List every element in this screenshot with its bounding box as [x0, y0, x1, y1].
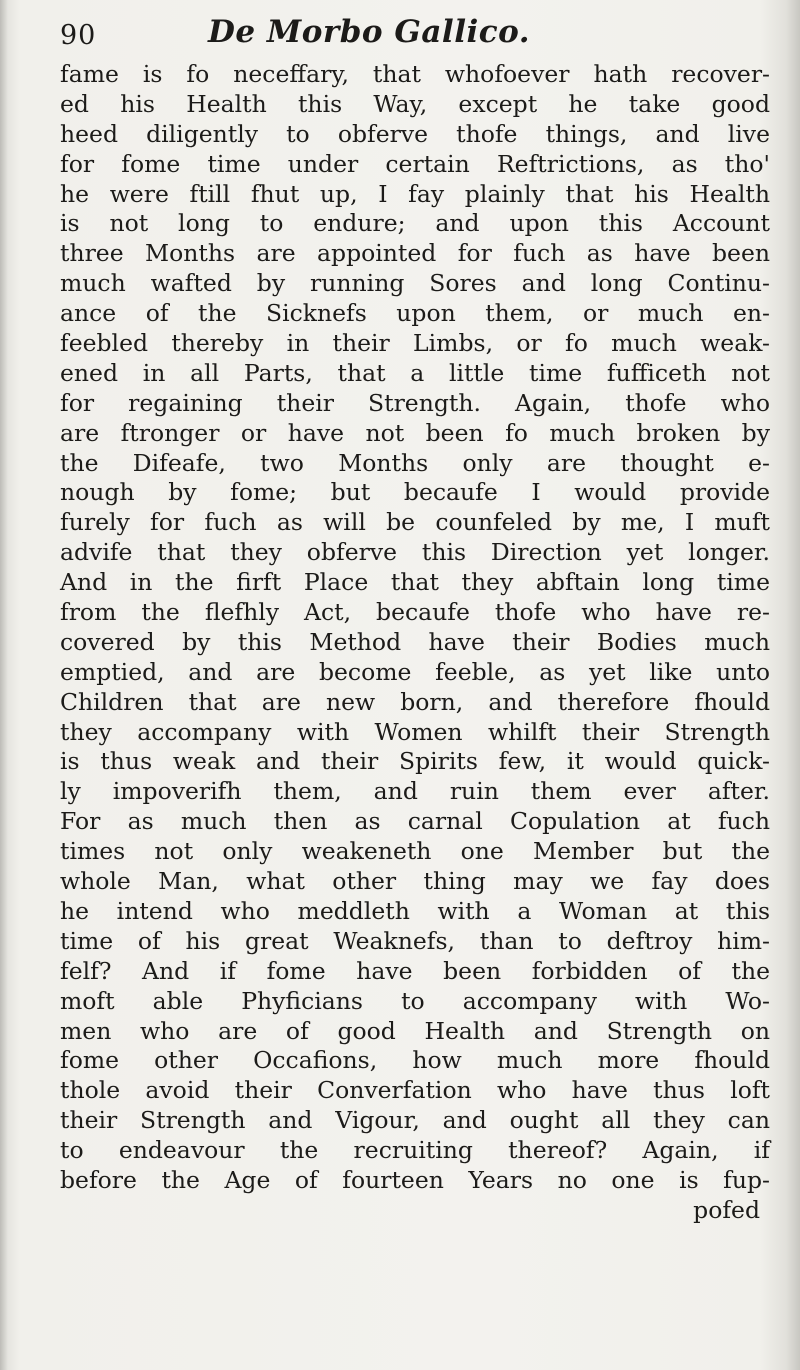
text-line: emptied, and are become feeble, as yet like unto [60, 657, 770, 686]
text-line: three Months are appointed for fuch as have been [60, 239, 770, 268]
text-line: for fome time under certain Reftrictions, as tho' [60, 149, 770, 178]
catchword: pofed [693, 1195, 760, 1224]
text-line: covered by this Method have their Bodies much [60, 627, 770, 656]
text-line: is thus weak and their Spirits few, it would quick- [60, 747, 770, 776]
text-line: time of his great Weaknefs, than to deftroy him- [60, 926, 770, 955]
text-line: thole avoid their Converfation who have thus loft [60, 1076, 770, 1105]
text-line: furely for fuch as will be counfeled by me, I muft [60, 508, 770, 537]
text-line: they accompany with Women whilft their Strength [60, 717, 770, 746]
text-line: to endeavour the recruiting thereof? Again, if [60, 1136, 770, 1165]
page-edge-shadow [786, 0, 800, 1370]
text-line: feebled thereby in their Limbs, or fo much weak- [60, 329, 770, 358]
text-line: nough by fome; but becaufe I would provide [60, 478, 770, 507]
page-number: 90 [60, 20, 97, 51]
body-text [60, 60, 770, 1226]
text-line: whole Man, what other thing may we fay does [60, 867, 770, 896]
text-line: And in the firft Place that they abftain long time [60, 568, 770, 597]
text-line: Children that are new born, and therefore fhould [60, 687, 770, 716]
text-line: for regaining their Strength. Again, thofe who [60, 388, 770, 417]
running-title: De Morbo Gallico. [208, 14, 531, 50]
text-line: men who are of good Health and Strength on [60, 1016, 770, 1045]
text-line: For as much then as carnal Copulation at fuch [60, 807, 770, 836]
text-line: ly impoverifh them, and ruin them ever after. [60, 777, 770, 806]
text-line: ance of the Sicknefs upon them, or much en- [60, 299, 770, 328]
text-line: fame is fo neceffary, that whofoever hath recover- [60, 60, 770, 88]
text-line: ed his Health this Way, except he take good [60, 89, 770, 118]
text-line: moft able Phyficians to accompany with Wo- [60, 986, 770, 1015]
text-line: are ftronger or have not been fo much broken by [60, 418, 770, 447]
text-line: fome other Occafions, how much more fhould [60, 1046, 770, 1075]
text-line: before the Age of fourteen Years no one is fup- [60, 1165, 770, 1194]
text-line: the Difeafe, two Months only are thought e- [60, 448, 770, 477]
text-line: advife that they obferve this Direction yet longer. [60, 538, 770, 567]
text-line: he were ftill fhut up, I fay plainly that his Health [60, 179, 770, 208]
text-line: is not long to endure; and upon this Account [60, 209, 770, 238]
text-line: he intend who meddleth with a Woman at this [60, 896, 770, 925]
text-line: much wafted by running Sores and long Continu- [60, 269, 770, 298]
text-line: from the flefhly Act, becaufe thofe who have re- [60, 598, 770, 627]
text-line: times not only weakeneth one Member but the [60, 837, 770, 866]
text-line: their Strength and Vigour, and ought all they can [60, 1106, 770, 1135]
running-head [60, 14, 760, 58]
text-line: ened in all Parts, that a little time fufficeth not [60, 358, 770, 387]
text-line: heed diligently to obferve thofe things, and live [60, 119, 770, 148]
text-line: felf? And if fome have been forbidden of the [60, 956, 770, 985]
